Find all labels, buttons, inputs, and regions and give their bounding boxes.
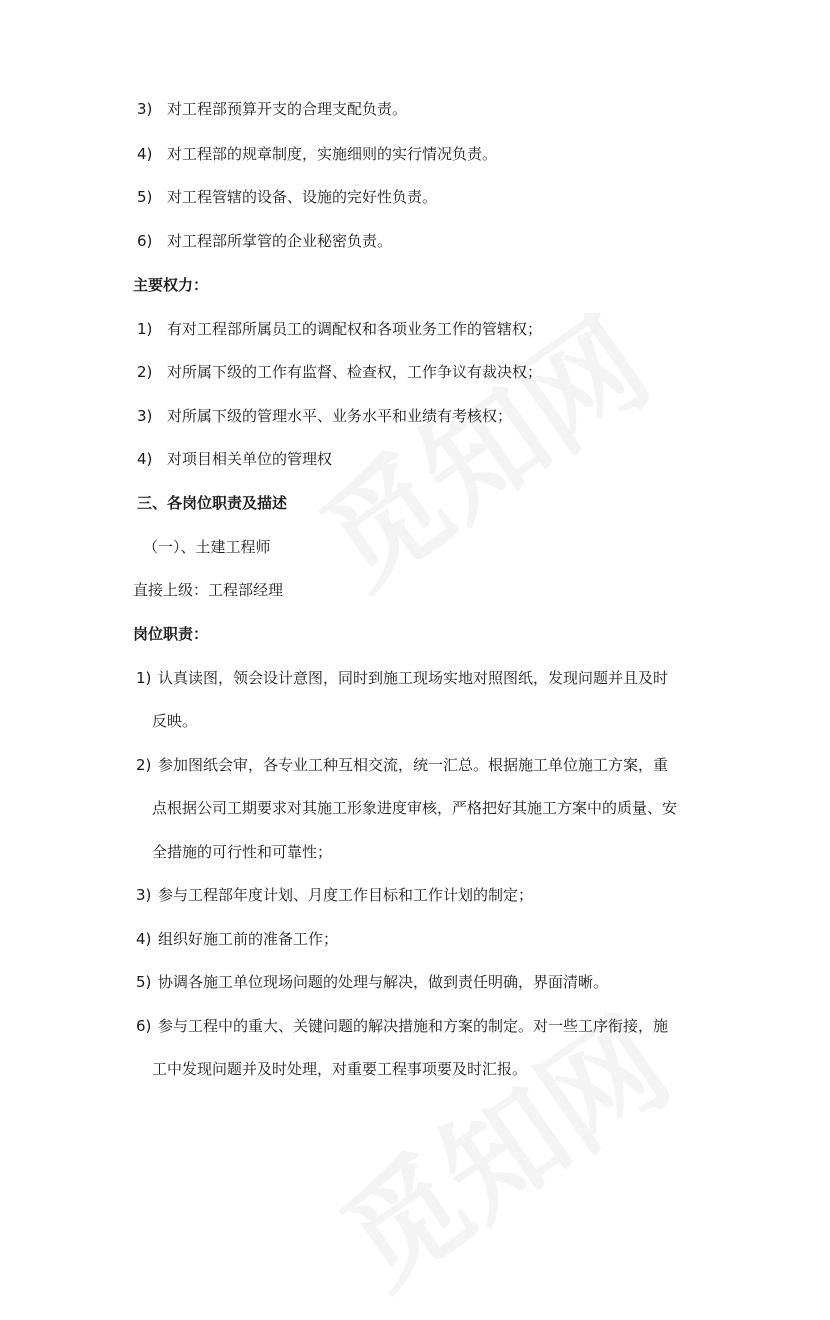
powers-heading: 主要权力： <box>133 276 209 294</box>
list-item: 1) 认真读图，领会设计意图，同时到施工现场实地对照图纸，发现问题并且及时 <box>136 669 669 687</box>
list-item: 4) 对项目相关单位的管理权 <box>137 450 333 468</box>
supervisor-line: 直接上级：工程部经理 <box>133 581 284 599</box>
list-item: 3) 对所属下级的管理水平、业务水平和业绩有考核权； <box>137 407 513 425</box>
job-heading: 岗位职责： <box>133 625 209 643</box>
list-item: 5) 对工程管辖的设备、设施的完好性负责。 <box>137 188 438 206</box>
list-item-continuation: 点根据公司工期要求对其施工形象进度审核，严格把好其施工方案中的质量、安 <box>152 799 678 817</box>
list-item-continuation: 反映。 <box>152 712 198 730</box>
list-item: 6) 对工程部所掌管的企业秘密负责。 <box>137 232 393 250</box>
subsection-title: （一）、土建工程师 <box>143 538 271 556</box>
list-item: 1) 有对工程部所属员工的调配权和各项业务工作的管辖权； <box>137 320 543 338</box>
section-heading: 三、各岗位职责及描述 <box>137 494 288 512</box>
list-item: 3) 参与工程部年度计划、月度工作目标和工作计划的制定； <box>136 886 534 904</box>
list-item-continuation: 工中发现问题并及时处理，对重要工程事项要及时汇报。 <box>152 1060 528 1078</box>
list-item: 3) 对工程部预算开支的合理支配负责。 <box>137 100 408 118</box>
list-item: 2) 对所属下级的工作有监督、检查权，工作争议有裁决权； <box>137 363 543 381</box>
list-item: 5) 协调各施工单位现场问题的处理与解决，做到责任明确，界面清晰。 <box>136 973 609 991</box>
list-item: 4) 组织好施工前的准备工作； <box>136 930 339 948</box>
list-item: 4) 对工程部的规章制度，实施细则的实行情况负责。 <box>137 145 498 163</box>
list-item: 2) 参加图纸会审，各专业工种互相交流，统一汇总。根据施工单位施工方案，重 <box>136 756 669 774</box>
list-item-continuation: 全措施的可行性和可靠性； <box>152 843 333 861</box>
list-item: 6) 参与工程中的重大、关键问题的解决措施和方案的制定。对一些工序衔接，施 <box>136 1017 669 1035</box>
